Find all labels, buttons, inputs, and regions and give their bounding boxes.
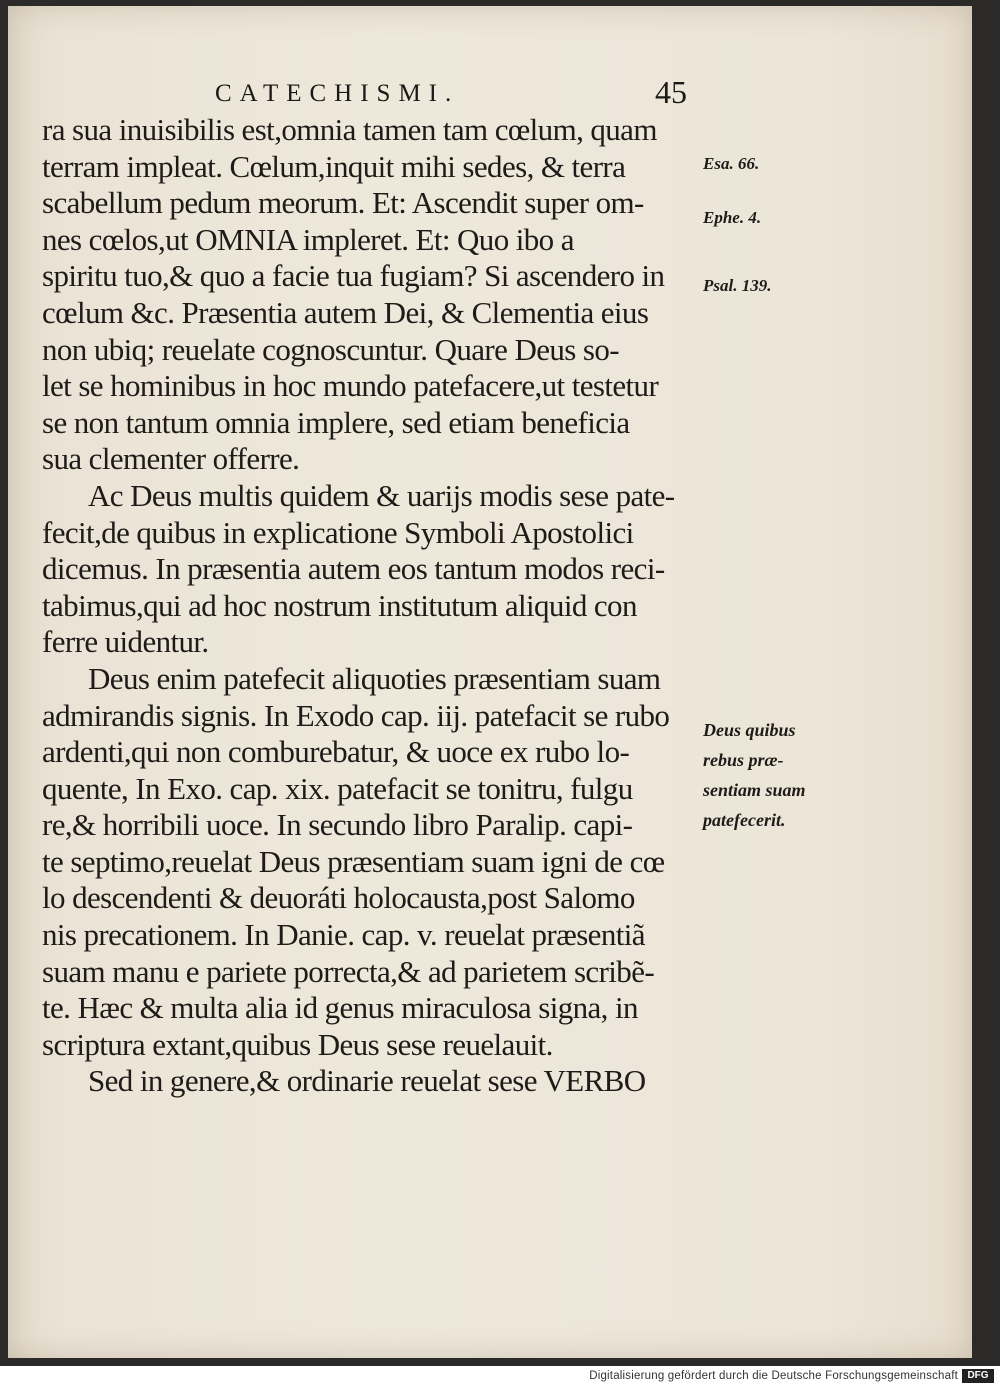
text-line: ferre uidentur. bbox=[42, 624, 209, 660]
text-line: Ac Deus multis quidem & uarijs modis sese pate- bbox=[88, 477, 675, 513]
text-line: Sed in genere,& ordinarie reuelat sese VERBO bbox=[88, 1063, 646, 1099]
body-text bbox=[42, 112, 712, 1100]
text-line: re,& horribili uoce. In secundo libro Paralip. capi- bbox=[42, 807, 633, 843]
dfg-logo: DFG bbox=[962, 1369, 994, 1383]
text-line: tabimus,qui ad hoc nostrum institutum aliquid con bbox=[42, 587, 637, 623]
text-line: te. Hæc & multa alia id genus miraculosa signa, in bbox=[42, 990, 638, 1026]
text-line: nes cœlos,ut OMNIA impleret. Et: Quo ibo a bbox=[42, 221, 574, 257]
page-number: 45 bbox=[655, 74, 687, 110]
text-line: nis precationem. In Danie. cap. v. reuelat præsentiã bbox=[42, 917, 645, 953]
text-line: non ubiq; reuelate cognoscuntur. Quare Deus so- bbox=[42, 331, 619, 367]
text-line: te septimo,reuelat Deus præsentiam suam igni de cœ bbox=[42, 843, 665, 879]
text-line: let se hominibus in hoc mundo patefacere,ut testetur bbox=[42, 368, 659, 404]
margin-gloss-line: sentiam suam bbox=[703, 780, 806, 800]
text-line: spiritu tuo,& quo a facie tua fugiam? Si ascendero in bbox=[42, 258, 665, 294]
margin-gloss-line: rebus præ- bbox=[703, 750, 784, 770]
text-line: quente, In Exo. cap. xix. patefacit se tonitru, fulgu bbox=[42, 770, 633, 806]
text-line: se non tantum omnia implere, sed etiam beneficia bbox=[42, 404, 630, 440]
margin-reference: Psal. 139. bbox=[703, 276, 772, 295]
text-line: admirandis signis. In Exodo cap. iij. patefacit se rubo bbox=[42, 697, 670, 733]
text-line: fecit,de quibus in explicatione Symboli Apostolici bbox=[42, 514, 634, 550]
text-line: scabellum pedum meorum. Et: Ascendit super om- bbox=[42, 185, 644, 221]
text-line: dicemus. In præsentia autem eos tantum modos reci- bbox=[42, 551, 665, 587]
text-line: suam manu e pariete porrecta,& ad parietem scribẽ- bbox=[42, 953, 655, 989]
text-line: lo descendenti & deuoráti holocausta,post Salomo bbox=[42, 880, 635, 916]
margin-gloss-line: patefecerit. bbox=[703, 810, 786, 830]
text-line: terram impleat. Cœlum,inquit mihi sedes, & terra bbox=[42, 148, 626, 184]
text-line: scriptura extant,quibus Deus sese reuelauit. bbox=[42, 1026, 553, 1062]
text-line: cœlum &c. Præsentia autem Dei, & Clementia eius bbox=[42, 294, 649, 330]
funding-credit: Digitalisierung gefördert durch die Deutsche Forschungsgemeinschaft bbox=[589, 1370, 958, 1382]
text-line: sua clementer offerre. bbox=[42, 441, 300, 477]
running-head: CATECHISMI. bbox=[215, 80, 460, 107]
text-line: ra sua inuisibilis est,omnia tamen tam cœlum, quam bbox=[42, 112, 657, 147]
margin-gloss-line: Deus quibus bbox=[703, 720, 796, 740]
margin-reference: Ephe. 4. bbox=[703, 208, 762, 227]
margin-gloss bbox=[703, 715, 806, 835]
margin-reference: Esa. 66. bbox=[703, 154, 760, 173]
text-line: ardenti,qui non comburebatur, & uoce ex rubo lo- bbox=[42, 734, 630, 770]
text-line: Deus enim patefecit aliquoties præsentiam suam bbox=[88, 660, 661, 696]
